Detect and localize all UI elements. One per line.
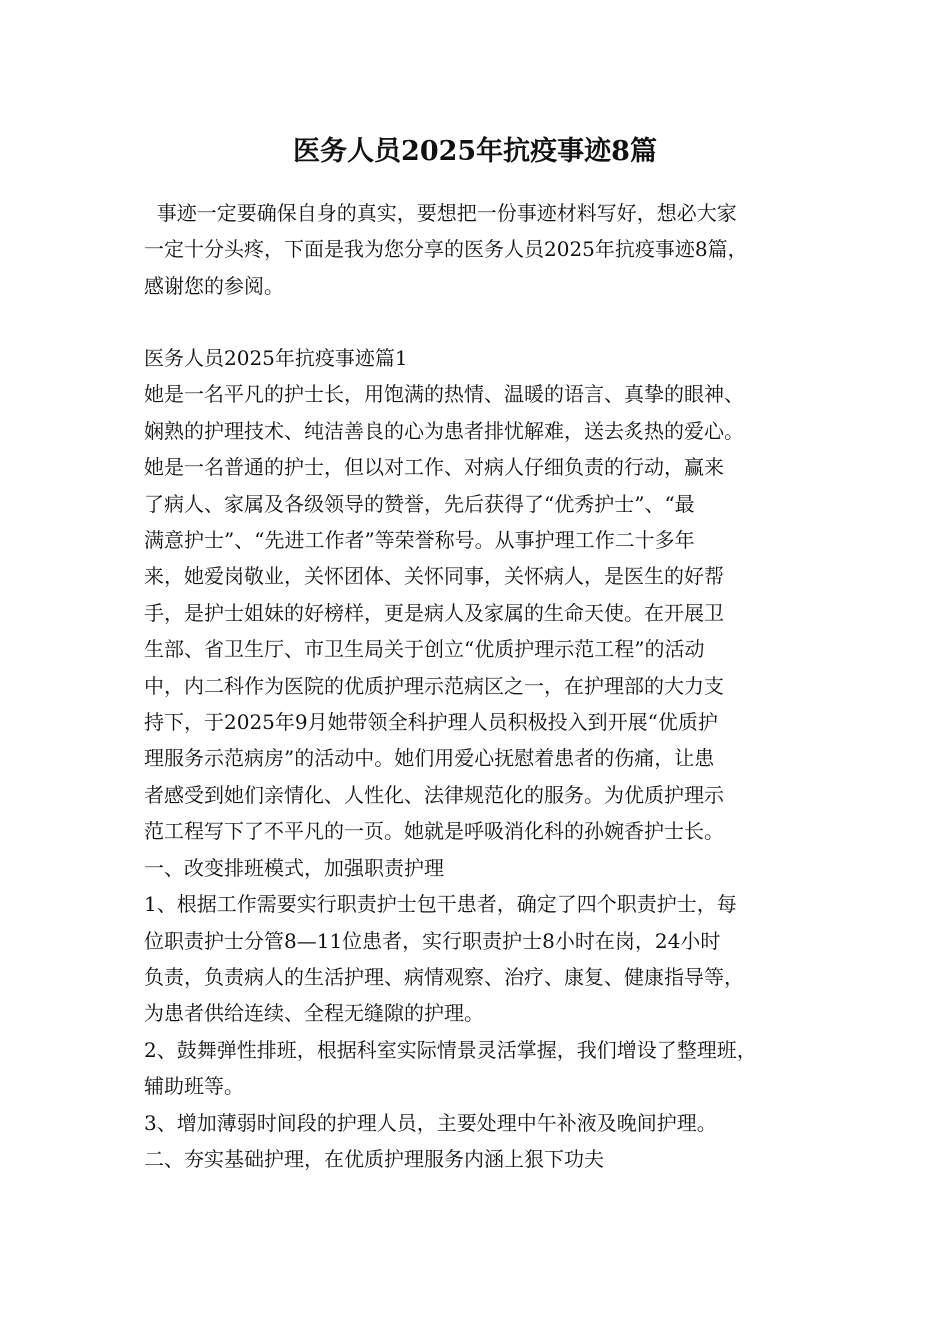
body-line: 了病人、家属及各级领导的赞誉，先后获得了“优秀护士”、“最	[144, 491, 695, 516]
body-line: 负责，负责病人的生活护理、病情观察、治疗、康复、健康指导等，	[144, 964, 744, 989]
intro-line: 感谢您的参阅。	[144, 273, 284, 298]
body-line: 满意护士”、“先进工作者”等荣誉称号。从事护理工作二十多年	[144, 528, 695, 553]
section-heading: 医务人员2025年抗疫事迹篇1	[144, 346, 408, 370]
body-line: 理服务示范病房”的活动中。她们用爱心抚慰着患者的伤痛，让患	[144, 746, 715, 771]
intro-line: 一定十分头疼，下面是我为您分享的医务人员2025年抗疫事迹8篇，	[144, 237, 748, 262]
body-line: 持下，于2025年9月她带领全科护理人员积极投入到开展“优质护	[144, 710, 718, 735]
body-line: 中，内二科作为医院的优质护理示范病区之一，在护理部的大力支	[144, 673, 724, 698]
body-line: 范工程写下了不平凡的一页。她就是呼吸消化科的孙婉香护士长。	[144, 819, 724, 844]
body-line: 来，她爱岗敬业，关怀团体、关怀同事，关怀病人，是医生的好帮	[144, 564, 724, 589]
body-line: 2、鼓舞弹性排班，根据科室实际情景灵活掌握，我们增设了整理班，	[144, 1037, 757, 1062]
body-line: 3、增加薄弱时间段的护理人员，主要处理中午补液及晚间护理。	[144, 1110, 717, 1135]
intro-paragraph	[144, 195, 824, 304]
body-text	[144, 340, 824, 1177]
body-line: 生部、省卫生厅、市卫生局关于创立“优质护理示范工程”的活动	[144, 637, 705, 662]
body-line: 1、根据工作需要实行职责护士包干患者，确定了四个职责护士，每	[144, 892, 737, 917]
body-line: 娴熟的护理技术、纯洁善良的心为患者排忧解难，送去炙热的爱心。	[144, 418, 744, 443]
body-line: 手，是护士姐妹的好榜样，更是病人及家属的生命天使。在开展卫	[144, 600, 724, 625]
body-line: 她是一名普通的护士，但以对工作、对病人仔细负责的行动，赢来	[144, 455, 724, 480]
section-heading: 一、改变排班模式，加强职责护理	[144, 855, 444, 880]
body-line: 辅助班等。	[144, 1074, 244, 1099]
body-line: 为患者供给连续、全程无缝隙的护理。	[144, 1001, 484, 1026]
document-title: 医务人员2025年抗疫事迹8篇	[293, 136, 657, 167]
body-line: 位职责护士分管8—11位患者，实行职责护士8小时在岗，24小时	[144, 928, 721, 953]
intro-line: 事迹一定要确保自身的真实，要想把一份事迹材料写好，想必大家	[144, 201, 737, 225]
section-heading: 二、夯实基础护理，在优质护理服务内涵上狠下功夫	[144, 1146, 604, 1171]
body-line: 她是一名平凡的护士长，用饱满的热情、温暖的语言、真挚的眼神、	[144, 382, 744, 407]
body-line: 者感受到她们亲情化、人性化、法律规范化的服务。为优质护理示	[144, 782, 724, 807]
